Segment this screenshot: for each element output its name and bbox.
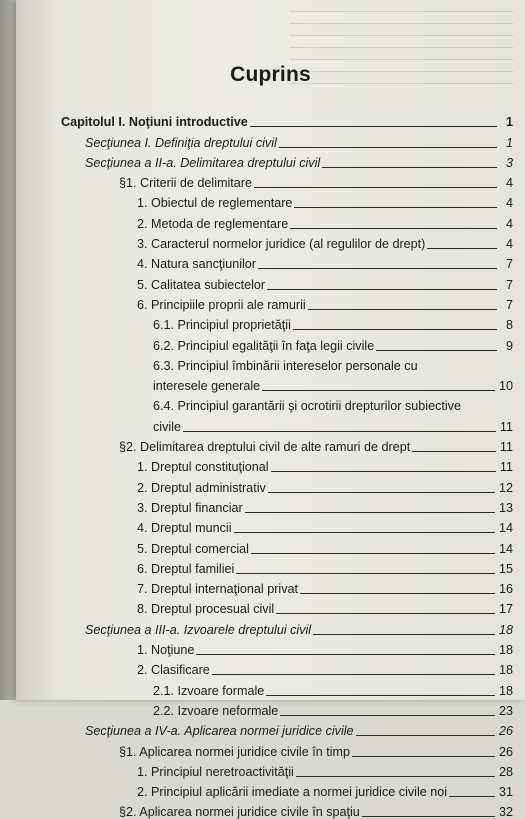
toc-entry-label: §2. Aplicarea normei juridice civile în spaţiu (119, 805, 360, 819)
toc-page-number: 4 (505, 237, 513, 252)
toc-entry-label: 2. Principiul aplicării imediate a normei juridice civile noi (137, 785, 448, 800)
toc-page-number: 11 (499, 419, 513, 434)
toc-page-number: 14 (498, 541, 513, 556)
toc-entry-label: 4. Natura sancţiunilor (137, 257, 257, 272)
toc-entry-label: Secţiunea a III-a. Izvoarele dreptului civil (85, 622, 312, 637)
toc-page-number: 28 (498, 764, 513, 779)
toc-leader-line (276, 613, 495, 614)
toc-leader-line (376, 350, 497, 351)
toc-page-number: 18 (498, 643, 513, 658)
toc-page-number: 16 (498, 582, 513, 597)
toc-entry-label: 3. Dreptul financiar (137, 500, 243, 515)
toc-page-number: 3 (505, 155, 513, 170)
toc-page-number: 13 (498, 500, 513, 515)
toc-leader-line (183, 431, 496, 432)
toc-entry (61, 495, 513, 515)
toc-entry-label: civile (153, 419, 181, 434)
toc-entry (61, 474, 513, 494)
toc-entry-label: §2. Delimitarea dreptului civil de alte ramuri de drept (119, 440, 411, 455)
book-page (16, 0, 525, 819)
toc-leader-line (245, 512, 495, 513)
toc-page-number: 9 (505, 338, 513, 353)
toc-leader-line (362, 816, 495, 817)
toc-entry-label: 8. Dreptul procesual civil (137, 602, 275, 617)
table-of-contents (61, 109, 513, 819)
toc-leader-line (234, 532, 495, 533)
toc-entry-label: 2. Metoda de reglementare (137, 216, 289, 231)
toc-leader-line (267, 289, 497, 290)
toc-leader-line (266, 695, 495, 696)
toc-page-number: 7 (505, 277, 513, 292)
toc-entry (61, 413, 513, 433)
toc-leader-line (280, 715, 495, 716)
toc-page-number: 11 (499, 440, 513, 455)
toc-entry (61, 434, 513, 454)
toc-leader-line (427, 248, 497, 249)
toc-leader-line (258, 268, 497, 269)
toc-entry-label: §1. Aplicarea normei juridice civile în timp (119, 744, 350, 759)
toc-leader-line (196, 654, 495, 655)
toc-entry-label: 6. Dreptul familiei (137, 561, 235, 576)
toc-entry-label: 4. Dreptul muncii (137, 521, 232, 536)
book-gutter (0, 0, 16, 700)
toc-page-number: 8 (505, 318, 513, 333)
toc-entry (61, 576, 513, 596)
toc-entry-label: 6.2. Principiul egalităţii în faţa legii civile (153, 338, 375, 353)
toc-leader-line (236, 573, 495, 574)
toc-leader-line (271, 471, 496, 472)
toc-leader-line (352, 756, 495, 757)
toc-entry-label: 6. Principiile proprii ale ramurii (137, 297, 306, 312)
toc-page-number: 7 (505, 257, 513, 272)
toc-leader-line (356, 735, 495, 736)
toc-entry (61, 373, 513, 393)
toc-leader-line (212, 674, 495, 675)
toc-leader-line (290, 228, 497, 229)
toc-entry (61, 271, 513, 291)
toc-leader-line (251, 553, 495, 554)
toc-page-number: 32 (498, 805, 513, 819)
toc-page-number: 4 (505, 216, 513, 231)
toc-leader-line (296, 776, 495, 777)
toc-leader-line (293, 329, 497, 330)
toc-leader-line (279, 147, 497, 148)
toc-entry (61, 759, 513, 779)
toc-entry (61, 393, 513, 413)
toc-entry-label: 6.3. Principiul îmbinării intereselor personale cu (153, 358, 418, 373)
toc-entry-label: 2.1. Izvoare formale (153, 683, 265, 698)
toc-leader-line (308, 309, 497, 310)
toc-entry (61, 738, 513, 758)
toc-page-number: 12 (498, 480, 513, 495)
toc-page-number: 1 (505, 115, 513, 130)
toc-entry (61, 616, 513, 636)
toc-entry-label: 1. Noţiune (137, 643, 195, 658)
toc-entry-label: 5. Dreptul comercial (137, 541, 249, 556)
toc-entry (61, 657, 513, 677)
toc-entry (61, 718, 513, 738)
toc-page-number: 26 (498, 724, 513, 739)
toc-entry (61, 332, 513, 352)
toc-entry (61, 454, 513, 474)
toc-leader-line (262, 390, 495, 391)
toc-page-number: 10 (498, 379, 513, 394)
toc-entry-label: 1. Dreptul constituţional (137, 460, 269, 475)
toc-entry (61, 170, 513, 190)
toc-entry-label: 1. Obiectul de reglementare (137, 196, 293, 211)
toc-entry (61, 596, 513, 616)
toc-entry (61, 292, 513, 312)
toc-entry-label: 7. Dreptul internaţional privat (137, 582, 299, 597)
page-title: Cuprins (230, 63, 311, 86)
toc-page-number: 7 (505, 297, 513, 312)
toc-entry (61, 210, 513, 230)
toc-entry (61, 353, 513, 373)
toc-entry-label: 3. Caracterul normelor juridice (al regulilor de drept) (137, 237, 426, 252)
toc-entry-label: Secţiunea I. Definiţia dreptului civil (85, 135, 277, 150)
toc-entry (61, 698, 513, 718)
toc-entry-label: 2. Dreptul administrativ (137, 480, 266, 495)
toc-leader-line (268, 492, 495, 493)
toc-entry (61, 251, 513, 271)
toc-entry-label: Secţiunea a II-a. Delimitarea dreptului civil (85, 155, 321, 170)
toc-page-number: 4 (505, 196, 513, 211)
toc-entry (61, 231, 513, 251)
toc-page-number: 1 (505, 135, 513, 150)
toc-leader-line (322, 167, 497, 168)
toc-entry-label: 5. Calitatea subiectelor (137, 277, 266, 292)
toc-page-number: 11 (499, 460, 513, 475)
toc-page-number: 15 (498, 561, 513, 576)
toc-page-number: 18 (498, 663, 513, 678)
toc-entry (61, 109, 513, 129)
toc-page-number: 31 (498, 785, 513, 800)
toc-page-number: 4 (505, 176, 513, 191)
toc-entry-label: 2. Clasificare (137, 663, 210, 678)
toc-leader-line (449, 796, 495, 797)
toc-entry-label: §1. Criterii de delimitare (119, 176, 252, 191)
toc-page-number: 23 (498, 703, 513, 718)
toc-entry (61, 515, 513, 535)
toc-entry-label: interesele generale (153, 379, 261, 394)
toc-entry-label: 6.4. Principiul garantării şi ocrotirii drepturilor subiective (153, 399, 461, 414)
toc-entry (61, 150, 513, 170)
toc-entry-label: 2.2. Izvoare neformale (153, 703, 279, 718)
toc-leader-line (412, 451, 496, 452)
toc-page-number: 14 (498, 521, 513, 536)
toc-page-number: 17 (498, 602, 513, 617)
toc-entry-label: Secţiunea a IV-a. Aplicarea normei juridice civile (85, 724, 354, 739)
toc-entry-label: 6.1. Principiul proprietăţii (153, 318, 291, 333)
toc-page-number: 26 (498, 744, 513, 759)
toc-leader-line (250, 126, 497, 127)
toc-leader-line (300, 593, 495, 594)
toc-page-number: 18 (498, 683, 513, 698)
toc-page-number: 18 (498, 622, 513, 637)
toc-entry (61, 129, 513, 149)
toc-entry (61, 677, 513, 697)
toc-entry-label: Capitolul I. Noţiuni introductive (61, 115, 248, 130)
toc-entry (61, 637, 513, 657)
toc-entry (61, 312, 513, 332)
toc-leader-line (313, 634, 495, 635)
toc-entry (61, 779, 513, 799)
toc-entry (61, 535, 513, 555)
toc-entry (61, 799, 513, 819)
toc-entry (61, 190, 513, 210)
toc-leader-line (294, 207, 497, 208)
toc-entry-label: 1. Principiul neretroactivităţii (137, 764, 294, 779)
toc-leader-line (254, 187, 497, 188)
toc-entry (61, 556, 513, 576)
